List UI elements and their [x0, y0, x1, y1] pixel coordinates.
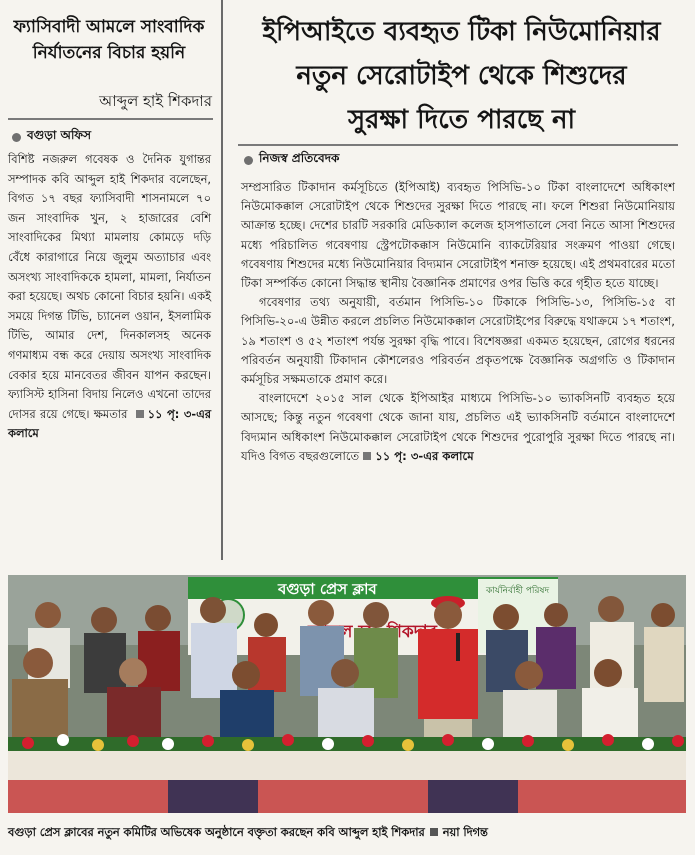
side-banner-text: কার্যনির্বাহী পরিষদ	[486, 586, 550, 596]
left-article-body	[8, 150, 211, 444]
right-rule	[238, 144, 678, 146]
event-photo-illustration	[8, 575, 686, 813]
left-body-text: বিশিষ্ট নজরুল গবেষক ও দৈনিক যুগান্তর সম্পাদক কবি আব্দুল হাই শিকদার বলেছেন, বিগত ১৭ বছর ফ্যাসিবাদী শাসনামলে ৭০ জন সাংবাদিক খুন, ২ হাজারের বেশি সাংবাদিকের মিথ্যা মামলায় কোমড়ে দড়ি বেঁধে কারাগারে নিয়ে জুলুম অত্যাচার এবং অসংখ্য সাংবাদিককে হামলা, মামলা, নির্যাতন করা হয়েছে। অথচ কোনো বিচার হয়নি। একই সময়ে দিগন্ত টিভি, চ্যানেল ওয়ান, ইসলামিক টিভি, আমার দেশ, দিনকালসহ অনেক গণমাধ্যম বন্ধ করে দেয়ায় অসংখ্য সাংবাদিক বেকার হয়ে মানবেতর জীবন যাপন করছেন। ফ্যাসিস্ট হাসিনা বিদায় নিলেও এখনো তাদের দোসর রয়ে গেছে। ক্ষমতার	[8, 152, 211, 421]
left-jump-text: ১১ পৃ: ৩-এর কলামে	[8, 406, 211, 441]
square-bullet-icon	[430, 828, 438, 836]
photo-caption	[8, 824, 686, 843]
right-jump-text: ১১ পৃ: ৩-এর কলামে	[375, 448, 474, 463]
square-bullet-icon	[136, 410, 144, 418]
right-jump-link[interactable]	[359, 449, 473, 463]
left-desk	[12, 127, 91, 147]
headline-line-1: ইপিআইতে ব্যবহৃত টিকা নিউমোনিয়ার	[262, 17, 661, 47]
right-desk-label: নিজস্ব প্রতিবেদক	[259, 151, 340, 165]
left-desk-label: বগুড়া অফিস	[27, 128, 92, 142]
right-para-3	[241, 389, 675, 466]
left-article-byline: আব্দুল হাই শিকদার	[99, 92, 212, 110]
headline-line-2: নতুন সেরোটাইপ থেকে শিশুদের	[296, 61, 627, 91]
right-article-body	[241, 178, 675, 466]
square-bullet-icon	[363, 452, 371, 460]
banner-title: বগুড়া প্রেস ক্লাব	[278, 580, 377, 598]
right-para-1: সম্প্রসারিত টিকাদান কর্মসূচিতে (ইপিআই) ব্যবহৃত পিসিভি-১০ টিকা বাংলাদেশে অধিকাংশ নিউমোকক্কাল সেরোটাইপ থেকে শিশুদের সুরক্ষা দিতে পারছে না। ফলে শিশুরা নিউমোনিয়ায় আক্রান্ত হচ্ছে। দেশের চারটি সরকারি মেডিক্যাল কলেজ হাসপাতালে সেবা নিতে আসা শিশুদের মধ্যে পরিচালিত গবেষণায় স্ট্রেপটোকক্কাস নিউমোনি ব্যাকটেরিয়ার সংক্রমণ পাওয়া গেছে। গবেষণায় শিশুদের মধ্যে নিউমোনিয়ার বিদ্যমান সেরোটাইপ শনাক্ত হয়েছে। এই প্রথমবারের মতো টিকা সম্পর্কিত কোনো সিদ্ধান্ত স্থানীয় বৈজ্ঞানিক প্রমাণের ওপর ভিত্তি করে গৃহীত হতে যাচ্ছে।	[241, 180, 675, 291]
left-article-headline: ফ্যাসিবাদী আমলে সাংবাদিক নির্যাতনের বিচার হয়নি	[13, 17, 205, 63]
column-divider	[221, 0, 223, 560]
right-para-3-text: বাংলাদেশে ২০১৫ সাল থেকে ইপিআইর মাধ্যমে পিসিভি-১০ ভ্যাকসিনটি ব্যবহৃত হয়ে আসছে; কিন্তু নতুন গবেষণা থেকে জানা যায়, প্রচলিত এই ভ্যাকসিনটি বর্তমানে বাংলাদেশে বিদ্যমান অধিকাংশ নিউমোকক্কাল সেরোটাইপ থেকে শিশুদের পুরোপুরি সুরক্ষা দিতে পারছে না। যদিও বিগত বছরগুলোতে	[241, 391, 675, 463]
right-desk	[244, 150, 339, 170]
event-photo	[8, 575, 686, 813]
caption-text: বগুড়া প্রেস ক্লাবের নতুন কমিটির অভিষেক অনুষ্ঠানে বক্তৃতা করছেন কবি আব্দুল হাই শিকদার	[8, 825, 425, 839]
right-para-2: গবেষণার তথ্য অনুযায়ী, বর্তমান পিসিভি-১০ টিকাকে পিসিভি-১৩, পিসিভি-১৫ বা পিসিভি-২০-এ উন্নীত করলে প্রচলিত নিউমোকক্কাল সেরোটাইপের বিরুদ্ধে যথাক্রমে ১৭ শতাংশ, ১৯ শতাংশ ও ৫২ শতাংশ পর্যন্ত সুরক্ষা বৃদ্ধি পাবে। বিশেষজ্ঞরা একমত হয়েছেন, রোগের ধরনের পরিবর্তন অনুযায়ী টিকাদান কৌশলেরও পরিবর্তন প্রকৃতপক্ষে বৈজ্ঞানিক অগ্রগতি ও টিকাদান কর্মসূচির সক্ষমতাকে প্রমাণ করে।	[241, 295, 675, 387]
bullet-icon	[12, 133, 21, 142]
left-rule	[8, 118, 213, 120]
photo-credit: নয়া দিগন্ত	[442, 825, 488, 839]
banner-name: শিকদার	[386, 622, 438, 642]
bullet-icon	[244, 156, 253, 165]
right-article-headline	[234, 10, 689, 142]
headline-line-3: সুরক্ষা দিতে পারছে না	[347, 105, 576, 135]
